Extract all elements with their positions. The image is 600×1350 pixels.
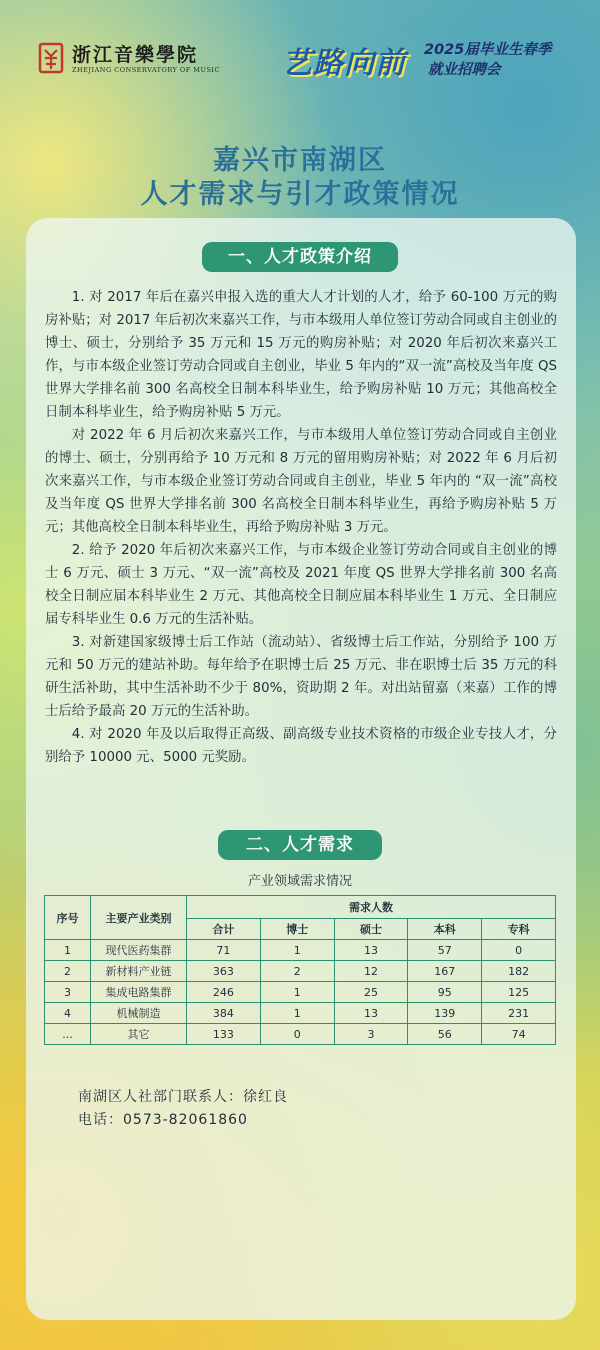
- cell-master: 13: [334, 940, 408, 961]
- cell-phd: 2: [260, 961, 334, 982]
- cell-college: 125: [482, 982, 556, 1003]
- cell-category: 现代医药集群: [91, 940, 187, 961]
- cell-category: 集成电路集群: [91, 982, 187, 1003]
- cell-category: 其它: [91, 1024, 187, 1045]
- table-row: [45, 961, 556, 982]
- header-bachelor: 本科: [408, 919, 482, 940]
- cell-college: 0: [482, 940, 556, 961]
- cell-total: 384: [187, 1003, 261, 1024]
- fair-title-line1: 2025届毕业生春季: [424, 42, 552, 58]
- cell-college: 74: [482, 1024, 556, 1045]
- table-row: [45, 940, 556, 961]
- cell-bachelor: 56: [408, 1024, 482, 1045]
- header-master: 硕士: [334, 919, 408, 940]
- slogan: 艺路向前: [282, 46, 406, 81]
- policy-paragraph: 1. 对 2017 年后在嘉兴申报入选的重大人才计划的人才，给予 60-100 万元的购房补贴；对 2017 年后初次来嘉兴工作，与市本级用人单位签订劳动合同或自主创业的博士、硕士，分别给予 35 万元和 15 万元的购房补贴；对 2020 年后初次来嘉兴工作，与市本级企业签订劳动合同或自主创业，毕业 5 年内的“双一流”高校及当年度 QS 世界大学排名前 300 名高校全日制本科毕业生，给予购房补贴 10 万元；其他高校全日制本科毕业生，给予购房补贴 5 万元。: [45, 290, 557, 420]
- demand-table: [44, 895, 556, 1045]
- header-college: 专科: [482, 919, 556, 940]
- cell-master: 3: [334, 1024, 408, 1045]
- school-logo-icon: [38, 42, 64, 74]
- section-heading-policy: 一、人才政策介绍: [202, 242, 398, 272]
- cell-bachelor: 57: [408, 940, 482, 961]
- policy-paragraph: 4. 对 2020 年及以后取得正高级、副高级专业技术资格的市级企业专技人才，分别给予 10000 元、5000 元奖励。: [45, 727, 557, 765]
- cell-phd: 0: [260, 1024, 334, 1045]
- cell-college: 231: [482, 1003, 556, 1024]
- table-row: [45, 1024, 556, 1045]
- cell-index: 1: [45, 940, 91, 961]
- contact-person: 南湖区人社部门联系人：徐红良: [78, 1089, 288, 1105]
- cell-index: 2: [45, 961, 91, 982]
- policy-paragraph: 对 2022 年 6 月后初次来嘉兴工作，与市本级用人单位签订劳动合同或自主创业的博士、硕士，分别再给予 10 万元和 8 万元的留用购房补贴；对 2022 年 6 月后初次来嘉兴工作，与市本级企业签订劳动合同或自主创业，毕业 5 年内的 “双一流”高校及当年度 QS 世界大学排名前 300 名高校全日制本科毕业生，再给予购房补贴 5 万元；其他高校全日制本科毕业生，再给予购房补贴 3 万元。: [45, 428, 557, 535]
- page-title-line2: 人才需求与引才政策情况: [140, 179, 460, 210]
- cell-index: 4: [45, 1003, 91, 1024]
- fair-title-line2: 就业招聘会: [428, 62, 501, 78]
- header-category: 主要产业类别: [91, 896, 187, 940]
- cell-phd: 1: [260, 940, 334, 961]
- cell-bachelor: 95: [408, 982, 482, 1003]
- cell-index: 3: [45, 982, 91, 1003]
- header-phd: 博士: [260, 919, 334, 940]
- cell-total: 71: [187, 940, 261, 961]
- cell-master: 12: [334, 961, 408, 982]
- header-total: 合计: [187, 919, 261, 940]
- cell-master: 13: [334, 1003, 408, 1024]
- cell-category: 新材料产业链: [91, 961, 187, 982]
- policy-paragraph: 2. 给予 2020 年后初次来嘉兴工作，与市本级企业签订劳动合同或自主创业的博士 6 万元、硕士 3 万元、“双一流”高校及 2021 年度 QS 世界大学排名前 300 名高校全日制应届本科毕业生 2 万元、其他高校全日制应届本科毕业生 1 万元、全日制应届专科毕业生 0.6 万元的生活补贴。: [45, 543, 557, 627]
- cell-total: 363: [187, 961, 261, 982]
- cell-master: 25: [334, 982, 408, 1003]
- cell-index: ...: [45, 1024, 91, 1045]
- page-title-line1: 嘉兴市南湖区: [213, 145, 387, 176]
- cell-bachelor: 139: [408, 1003, 482, 1024]
- contact-phone: 电话：0573-82061860: [78, 1112, 248, 1128]
- cell-total: 133: [187, 1024, 261, 1045]
- school-name-en: ZHEJIANG CONSERVATORY OF MUSIC: [72, 66, 220, 74]
- policy-text: [45, 286, 557, 769]
- school-name-cn: 浙江音樂學院: [72, 44, 199, 66]
- cell-college: 182: [482, 961, 556, 982]
- cell-bachelor: 167: [408, 961, 482, 982]
- section-heading-demand: 二、人才需求: [218, 830, 382, 860]
- cell-phd: 1: [260, 982, 334, 1003]
- header-demand-group: 需求人数: [187, 896, 556, 919]
- table-row: [45, 1003, 556, 1024]
- table-caption: 产业领域需求情况: [247, 874, 352, 889]
- cell-phd: 1: [260, 1003, 334, 1024]
- table-row: [45, 982, 556, 1003]
- cell-category: 机械制造: [91, 1003, 187, 1024]
- header-index: 序号: [45, 896, 91, 940]
- policy-paragraph: 3. 对新建国家级博士后工作站（流动站）、省级博士后工作站，分别给予 100 万元和 50 万元的建站补助。每年给予在职博士后 25 万元、非在职博士后 35 万元的科研生活补助，其中生活补助不少于 80%，资助期 2 年。对出站留嘉（来嘉）工作的博士后给予最高 20 万元的生活补助。: [45, 635, 557, 719]
- header: [0, 0, 600, 130]
- cell-total: 246: [187, 982, 261, 1003]
